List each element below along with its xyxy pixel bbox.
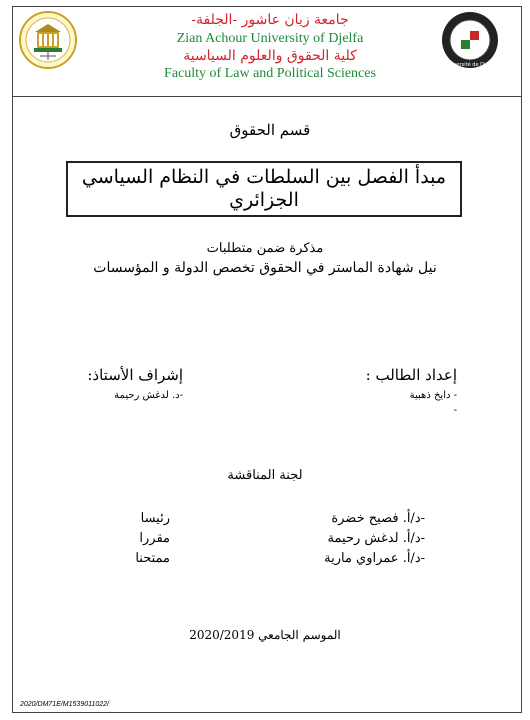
committee-member-name: -د/أ. عمراوي مارية (324, 551, 425, 566)
document-code: 2020/DM71E/M1539011022/ (20, 701, 109, 708)
committee-member-role: رئيسا (140, 511, 170, 526)
supervisor-label: إشراف الأستاذ: (87, 366, 183, 384)
committee-title: لجنة المناقشة (227, 468, 303, 483)
student-name-2: - (453, 405, 457, 416)
committee-member-name: -د/أ. لدغش رحيمة (327, 531, 425, 546)
faculty-name-en: Faculty of Law and Political Sciences (164, 66, 376, 81)
committee-member-role: مقررا (139, 531, 170, 546)
department-name: قسم الحقوق (229, 121, 311, 139)
university-name-ar: جامعة زيان عاشور -الجلفة- (191, 12, 349, 28)
supervisor-name: -د. لدغش رحيمة (114, 390, 183, 401)
committee-member-name: -د/أ. فصيح خضرة (331, 511, 425, 526)
header-divider (12, 96, 522, 97)
student-name: - دايخ ذهبية (409, 390, 457, 401)
faculty-logo (18, 10, 78, 70)
page-frame (12, 6, 522, 713)
academic-year: الموسم الجامعي 2020/2019 (189, 628, 341, 642)
university-logo-label: Université de Djelfa (445, 62, 495, 68)
university-name-en: Zian Achour University of Djelfa (176, 31, 364, 46)
committee-member-role: ممتحنا (135, 551, 170, 566)
faculty-name-ar: كلية الحقوق والعلوم السياسية (183, 48, 357, 64)
prepared-by-label: إعداد الطالب : (365, 366, 457, 384)
memo-line-1: مذكرة ضمن متطلبات (206, 241, 324, 256)
university-logo (440, 10, 500, 70)
thesis-title: مبدأ الفصل بين السلطات في النظام السياسي الجزائري (81, 166, 447, 211)
memo-line-2: نيل شهادة الماستر في الحقوق تخصص الدولة و المؤسسات (93, 260, 437, 276)
